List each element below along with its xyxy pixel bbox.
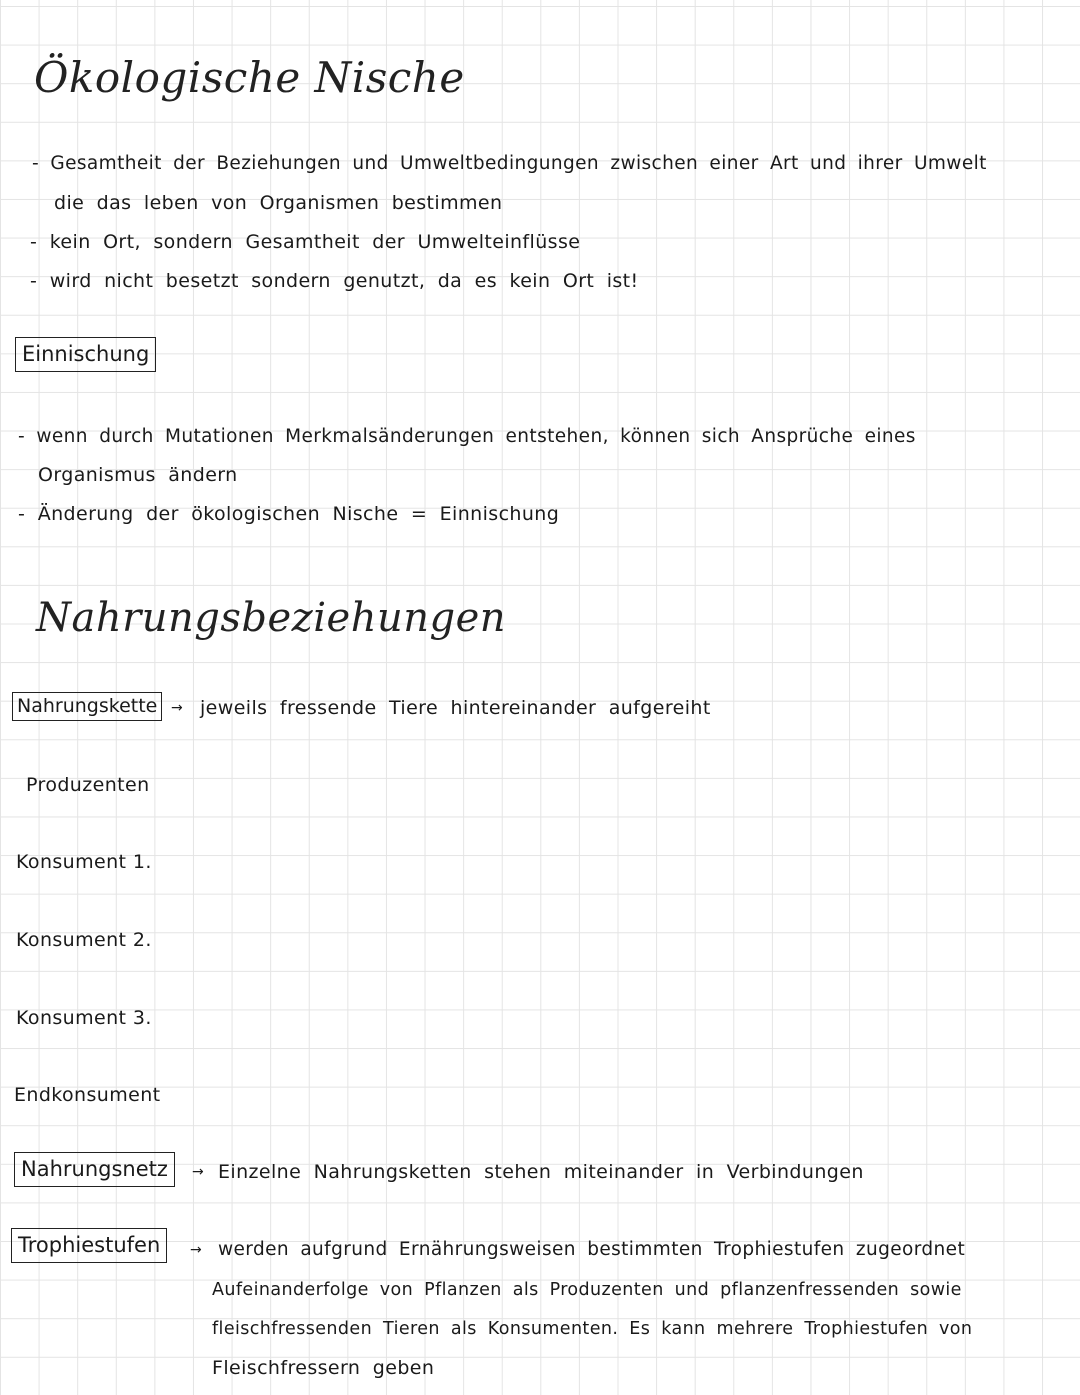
note-line: - kein Ort, sondern Gesamtheit der Umwelteinflüsse — [30, 231, 581, 253]
note-line: die das leben von Organismen bestimmen — [54, 192, 503, 214]
definition-nahrungsnetz: Einzelne Nahrungsketten stehen miteinander in Verbindungen — [218, 1161, 864, 1183]
note-line: Organismus ändern — [38, 464, 238, 486]
heading-box-einnischung: Einnischung — [15, 337, 156, 372]
term-box-nahrungskette: Nahrungskette — [12, 692, 162, 721]
food-chain-level: Konsument 1. — [16, 851, 152, 873]
arrow-right-icon: → — [192, 1164, 204, 1180]
definition-trophiestufen-line: Fleischfressern geben — [212, 1357, 435, 1379]
food-chain-level: Produzenten — [26, 774, 150, 796]
note-line: - Änderung der ökologischen Nische = Einnischung — [18, 503, 560, 525]
section-title-oekologische-nische: Ökologische Nische — [34, 53, 465, 102]
note-line: - Gesamtheit der Beziehungen und Umweltbedingungen zwischen einer Art und ihrer Umwelt — [32, 153, 987, 174]
food-chain-level: Konsument 2. — [16, 929, 152, 951]
arrow-right-icon: → — [190, 1242, 202, 1258]
food-chain-level: Endkonsument — [14, 1084, 161, 1106]
arrow-right-icon: → — [171, 700, 183, 716]
note-line: - wird nicht besetzt sondern genutzt, da es kein Ort ist! — [30, 270, 639, 292]
definition-trophiestufen-line: Aufeinanderfolge von Pflanzen als Produzenten und pflanzenfressenden sowie — [212, 1280, 962, 1300]
definition-trophiestufen-line: werden aufgrund Ernährungsweisen bestimmten Trophiestufen zugeordnet — [218, 1239, 966, 1260]
definition-trophiestufen-line: fleischfressenden Tieren als Konsumenten. Es kann mehrere Trophiestufen von — [212, 1319, 973, 1339]
food-chain-level: Konsument 3. — [16, 1007, 152, 1029]
term-box-nahrungsnetz: Nahrungsnetz — [14, 1152, 175, 1187]
section-title-nahrungsbeziehungen: Nahrungsbeziehungen — [36, 595, 507, 641]
definition-nahrungskette: jeweils fressende Tiere hintereinander aufgereiht — [200, 697, 711, 719]
note-line: - wenn durch Mutationen Merkmalsänderungen entstehen, können sich Ansprüche eines — [18, 426, 916, 447]
term-box-trophiestufen: Trophiestufen — [11, 1228, 167, 1263]
